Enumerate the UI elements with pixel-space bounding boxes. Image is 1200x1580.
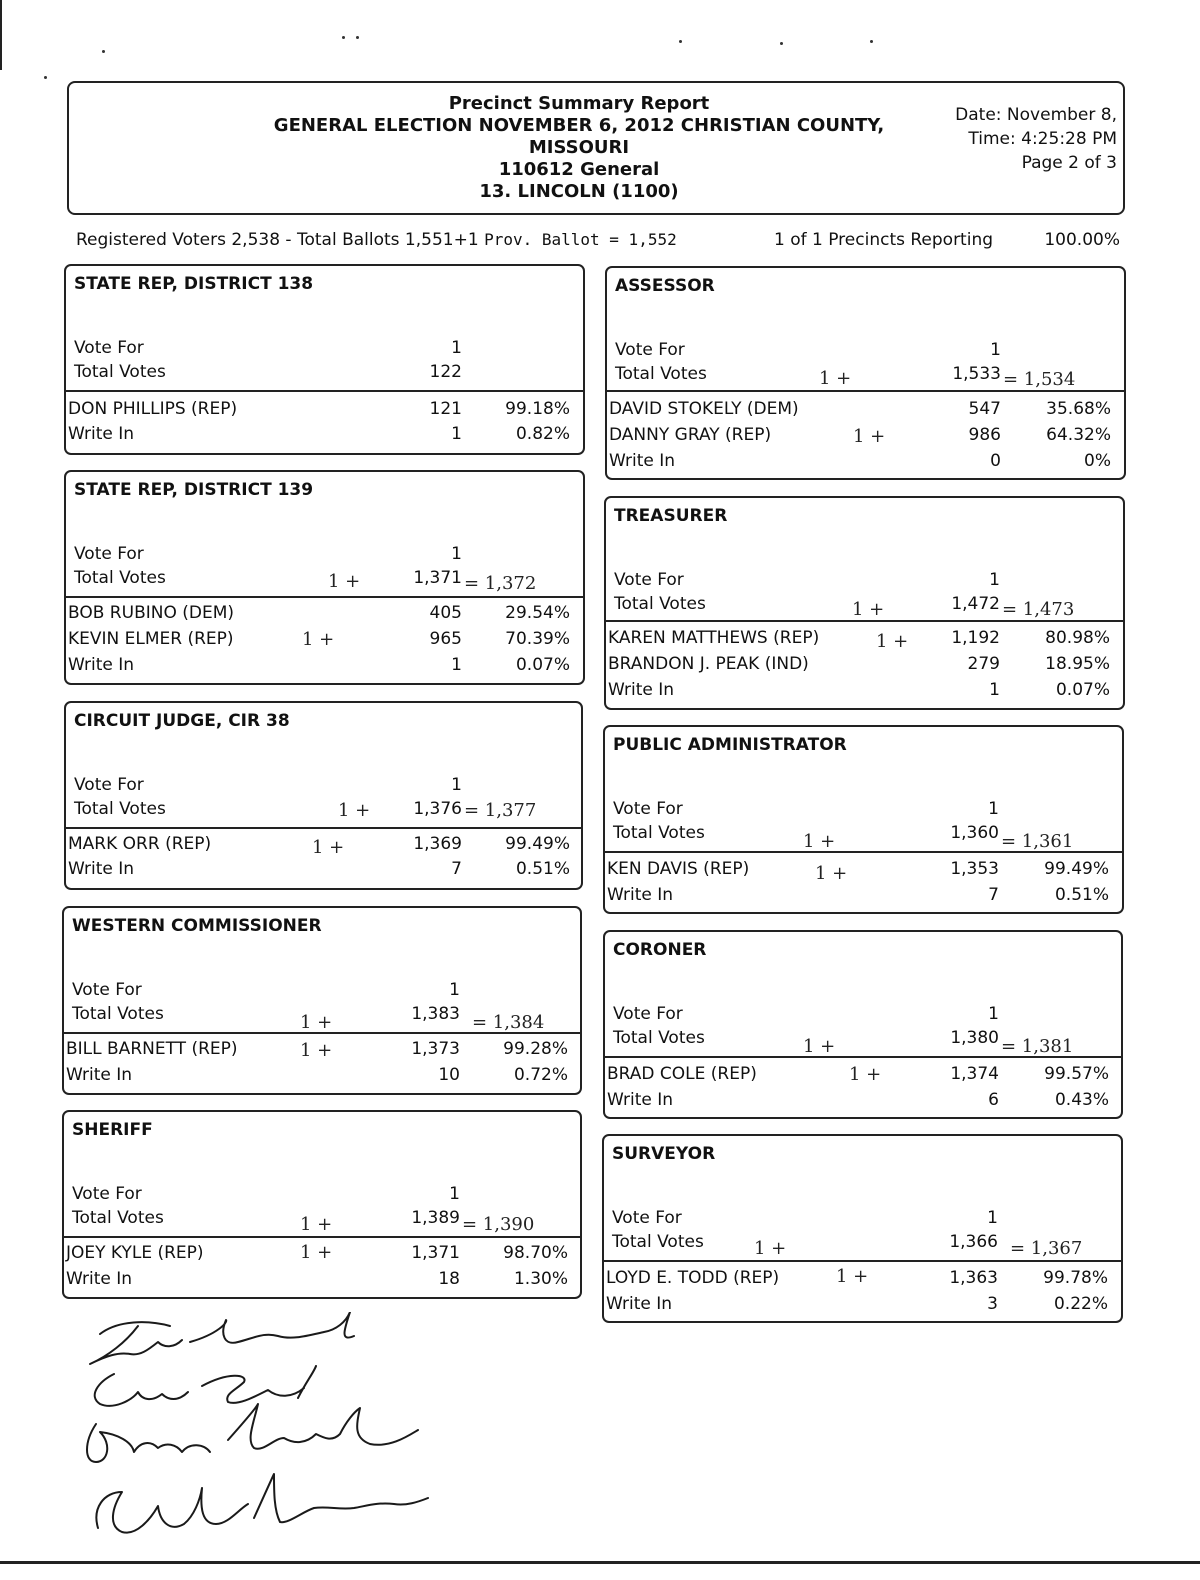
- handwritten-corrected-total: = 1,372: [464, 573, 537, 594]
- race-state-rep-138: [64, 264, 585, 455]
- candidate-percent: 99.18%: [505, 399, 570, 419]
- candidate-votes: 1,373: [411, 1039, 460, 1059]
- total-votes-value: 122: [429, 362, 462, 382]
- candidate-percent: 98.70%: [503, 1243, 568, 1263]
- write-in-votes: 6: [988, 1090, 999, 1110]
- race-coroner: [603, 930, 1123, 1119]
- report-title-block: [259, 93, 899, 203]
- total-votes-value: 1,389: [411, 1208, 460, 1228]
- handwritten-provisional-addition: 1 +: [803, 1036, 836, 1057]
- divider: [605, 851, 1122, 853]
- write-in-votes: 1: [989, 680, 1000, 700]
- candidate-votes: 1,371: [411, 1243, 460, 1263]
- total-votes-value: 1,371: [413, 568, 462, 588]
- write-in-votes: 7: [988, 885, 999, 905]
- signature-stroke: [95, 1366, 316, 1406]
- handwritten-provisional-addition: 1 +: [338, 800, 371, 821]
- total-votes-label: Total Votes: [72, 1004, 164, 1024]
- candidate-votes: 1,353: [950, 859, 999, 879]
- total-votes-value: 1,376: [413, 799, 462, 819]
- write-in-percent: 0.51%: [515, 859, 570, 879]
- total-votes-value: 1,533: [952, 364, 1001, 384]
- election-name: GENERAL ELECTION NOVEMBER 6, 2012 CHRISTIAN COUNTY,: [273, 115, 885, 136]
- total-votes-label: Total Votes: [74, 799, 166, 819]
- candidate-percent: 70.39%: [505, 629, 570, 649]
- handwritten-corrected-total: = 1,384: [472, 1012, 545, 1033]
- race-assessor: [605, 266, 1126, 480]
- vote-for-label: Vote For: [74, 338, 144, 358]
- candidate-name: DANNY GRAY (REP): [609, 425, 772, 445]
- race-title: WESTERN COMMISSIONER: [72, 916, 322, 936]
- write-in-label: Write In: [609, 451, 676, 471]
- candidate-percent: 18.95%: [1045, 654, 1110, 674]
- divider: [604, 1260, 1121, 1262]
- vote-for-value: 1: [987, 1208, 998, 1228]
- candidate-percent: 80.98%: [1045, 628, 1110, 648]
- handwritten-corrected-total: = 1,381: [1001, 1036, 1074, 1057]
- handwritten-provisional-addition: 1 +: [853, 426, 886, 447]
- signature-stroke: [96, 1474, 428, 1533]
- write-in-label: Write In: [66, 1269, 133, 1289]
- candidate-votes: 986: [968, 425, 1001, 445]
- vote-for-label: Vote For: [74, 775, 144, 795]
- scan-speck: [780, 42, 783, 45]
- write-in-label: Write In: [68, 859, 135, 879]
- write-in-percent: 0.72%: [513, 1065, 568, 1085]
- race-title: CORONER: [613, 940, 707, 960]
- election-state: MISSOURI: [528, 137, 630, 158]
- candidate-name: BRAD COLE (REP): [607, 1064, 757, 1084]
- handwritten-provisional-addition: 1 +: [819, 368, 852, 389]
- total-votes-value: 1,472: [951, 594, 1000, 614]
- handwritten-corrected-total: = 1,473: [1002, 599, 1075, 620]
- vote-for-label: Vote For: [613, 1004, 683, 1024]
- candidate-name: MARK ORR (REP): [68, 834, 212, 854]
- candidate-votes: 279: [967, 654, 1000, 674]
- vote-for-value: 1: [451, 775, 462, 795]
- total-votes-label: Total Votes: [613, 1028, 705, 1048]
- race-surveyor: [602, 1134, 1123, 1323]
- vote-for-label: Vote For: [72, 980, 142, 1000]
- divider: [66, 596, 583, 598]
- report-title: Precinct Summary Report: [448, 93, 710, 114]
- candidate-name: LOYD E. TODD (REP): [606, 1268, 780, 1288]
- candidate-percent: 99.57%: [1044, 1064, 1109, 1084]
- handwritten-provisional-addition: 1 +: [302, 629, 335, 650]
- scan-speck: [342, 36, 345, 39]
- turnout-summary: [76, 230, 1120, 250]
- race-title: SURVEYOR: [612, 1144, 716, 1164]
- candidate-name: KAREN MATTHEWS (REP): [608, 628, 820, 648]
- race-title: STATE REP, DISTRICT 138: [74, 274, 314, 294]
- handwritten-provisional-addition: 1 +: [312, 837, 345, 858]
- candidate-name: BOB RUBINO (DEM): [68, 603, 235, 623]
- divider: [605, 1056, 1121, 1058]
- vote-for-label: Vote For: [74, 544, 144, 564]
- write-in-percent: 0.07%: [1055, 680, 1110, 700]
- write-in-label: Write In: [608, 680, 675, 700]
- write-in-percent: 0.82%: [515, 424, 570, 444]
- handwritten-provisional-addition: 1 +: [300, 1214, 333, 1235]
- vote-for-label: Vote For: [614, 570, 684, 590]
- divider: [64, 1236, 580, 1238]
- handwritten-provisional-addition: 1 +: [849, 1064, 882, 1085]
- handwritten-provisional-addition: 1 +: [852, 599, 885, 620]
- vote-for-value: 1: [451, 544, 462, 564]
- write-in-votes: 7: [451, 859, 462, 879]
- write-in-percent: 0.51%: [1054, 885, 1109, 905]
- race-sheriff: [62, 1110, 582, 1299]
- vote-for-value: 1: [988, 799, 999, 819]
- scan-page-edge: [0, 0, 2, 70]
- race-western-commissioner: [62, 906, 582, 1095]
- handwritten-corrected-total: = 1,534: [1003, 369, 1076, 390]
- total-votes-label: Total Votes: [614, 594, 706, 614]
- write-in-percent: 1.30%: [513, 1269, 568, 1289]
- divider: [606, 620, 1123, 622]
- handwritten-provisional-addition: 1 +: [876, 631, 909, 652]
- scan-speck: [102, 50, 105, 53]
- divider: [66, 390, 583, 392]
- candidate-name: KEN DAVIS (REP): [607, 859, 750, 879]
- divider: [64, 1032, 580, 1034]
- candidate-percent: 29.54%: [505, 603, 570, 623]
- write-in-percent: 0.07%: [515, 655, 570, 675]
- total-votes-value: 1,366: [949, 1232, 998, 1252]
- vote-for-label: Vote For: [613, 799, 683, 819]
- candidate-votes: 1,369: [413, 834, 462, 854]
- write-in-votes: 1: [451, 424, 462, 444]
- precinct-name: 13. LINCOLN (1100): [479, 181, 679, 202]
- race-public-administrator: [603, 725, 1124, 914]
- report-time: Time: 4:25:28 PM: [968, 129, 1117, 149]
- race-title: SHERIFF: [72, 1120, 153, 1140]
- handwritten-provisional-addition: 1 +: [803, 831, 836, 852]
- report-header: [67, 81, 1125, 215]
- handwritten-provisional-addition: 1 +: [300, 1242, 333, 1263]
- race-title: TREASURER: [614, 506, 728, 526]
- candidate-name: KEVIN ELMER (REP): [68, 629, 234, 649]
- election-code: 110612 General: [498, 159, 660, 180]
- vote-for-label: Vote For: [72, 1184, 142, 1204]
- handwritten-provisional-addition: 1 +: [300, 1040, 333, 1061]
- vote-for-value: 1: [990, 340, 1001, 360]
- vote-for-value: 1: [449, 1184, 460, 1204]
- write-in-votes: 10: [438, 1065, 460, 1085]
- write-in-votes: 3: [987, 1294, 998, 1314]
- candidate-name: DON PHILLIPS (REP): [68, 399, 238, 419]
- candidate-votes: 121: [429, 399, 462, 419]
- page-bottom-rule: [0, 1561, 1200, 1564]
- race-title: ASSESSOR: [615, 276, 715, 296]
- write-in-label: Write In: [606, 1294, 673, 1314]
- scan-speck: [356, 36, 359, 39]
- write-in-percent: 0%: [1084, 451, 1111, 471]
- candidate-percent: 99.49%: [505, 834, 570, 854]
- provisional-ballot-note: Prov. Ballot = 1,552: [484, 230, 677, 249]
- candidate-percent: 99.78%: [1043, 1268, 1108, 1288]
- candidate-percent: 64.32%: [1046, 425, 1111, 445]
- candidate-votes: 547: [968, 399, 1001, 419]
- handwritten-provisional-addition: 1 +: [300, 1012, 333, 1033]
- report-meta: [927, 103, 1117, 175]
- handwritten-provisional-addition: 1 +: [815, 863, 848, 884]
- write-in-votes: 1: [451, 655, 462, 675]
- handwritten-provisional-addition: 1 +: [836, 1266, 869, 1287]
- candidate-percent: 99.49%: [1044, 859, 1109, 879]
- divider: [607, 390, 1124, 392]
- handwritten-corrected-total: = 1,361: [1001, 831, 1074, 852]
- page-number: Page 2 of 3: [1021, 153, 1117, 173]
- candidate-votes: 405: [429, 603, 462, 623]
- candidate-votes: 1,374: [950, 1064, 999, 1084]
- report-date: Date: November 8,: [955, 105, 1117, 125]
- race-treasurer: [604, 496, 1125, 710]
- percent-reporting: 100.00%: [1044, 230, 1120, 250]
- divider: [66, 827, 581, 829]
- race-title: CIRCUIT JUDGE, CIR 38: [74, 711, 290, 731]
- write-in-percent: 0.22%: [1053, 1294, 1108, 1314]
- total-votes-label: Total Votes: [74, 568, 166, 588]
- handwritten-corrected-total: = 1,390: [462, 1214, 535, 1235]
- write-in-label: Write In: [66, 1065, 133, 1085]
- total-votes-label: Total Votes: [72, 1208, 164, 1228]
- write-in-votes: 18: [438, 1269, 460, 1289]
- candidate-name: BRANDON J. PEAK (IND): [608, 654, 809, 674]
- write-in-label: Write In: [68, 424, 135, 444]
- signature-stroke: [87, 1404, 418, 1462]
- handwritten-provisional-addition: 1 +: [754, 1238, 787, 1259]
- race-circuit-judge: [64, 701, 583, 890]
- race-title: PUBLIC ADMINISTRATOR: [613, 735, 847, 755]
- vote-for-value: 1: [451, 338, 462, 358]
- write-in-label: Write In: [68, 655, 135, 675]
- vote-for-label: Vote For: [612, 1208, 682, 1228]
- race-state-rep-139: [64, 470, 585, 685]
- precincts-reporting: 1 of 1 Precincts Reporting: [774, 230, 994, 250]
- vote-for-value: 1: [988, 1004, 999, 1024]
- race-title: STATE REP, DISTRICT 139: [74, 480, 314, 500]
- vote-for-value: 1: [989, 570, 1000, 590]
- total-votes-value: 1,360: [950, 823, 999, 843]
- scan-speck: [870, 40, 873, 43]
- total-votes-label: Total Votes: [74, 362, 166, 382]
- scan-speck: [679, 40, 682, 43]
- candidate-name: DAVID STOKELY (DEM): [609, 399, 799, 419]
- candidate-votes: 965: [429, 629, 462, 649]
- vote-for-label: Vote For: [615, 340, 685, 360]
- handwritten-signatures: [78, 1312, 438, 1562]
- write-in-votes: 0: [990, 451, 1001, 471]
- write-in-percent: 0.43%: [1054, 1090, 1109, 1110]
- registered-voters: Registered Voters 2,538 - Total Ballots 1,551+1: [76, 230, 479, 250]
- total-votes-value: 1,380: [950, 1028, 999, 1048]
- handwritten-corrected-total: = 1,377: [464, 800, 537, 821]
- vote-for-value: 1: [449, 980, 460, 1000]
- total-votes-value: 1,383: [411, 1004, 460, 1024]
- total-votes-label: Total Votes: [613, 823, 705, 843]
- candidate-percent: 99.28%: [503, 1039, 568, 1059]
- candidate-name: BILL BARNETT (REP): [66, 1039, 238, 1059]
- write-in-label: Write In: [607, 885, 674, 905]
- candidate-percent: 35.68%: [1046, 399, 1111, 419]
- candidate-votes: 1,363: [949, 1268, 998, 1288]
- scan-speck: [44, 76, 47, 79]
- write-in-label: Write In: [607, 1090, 674, 1110]
- handwritten-corrected-total: = 1,367: [1010, 1238, 1083, 1259]
- handwritten-provisional-addition: 1 +: [328, 571, 361, 592]
- candidate-name: JOEY KYLE (REP): [66, 1243, 204, 1263]
- signature-stroke: [90, 1312, 354, 1364]
- total-votes-label: Total Votes: [615, 364, 707, 384]
- candidate-votes: 1,192: [951, 628, 1000, 648]
- total-votes-label: Total Votes: [612, 1232, 704, 1252]
